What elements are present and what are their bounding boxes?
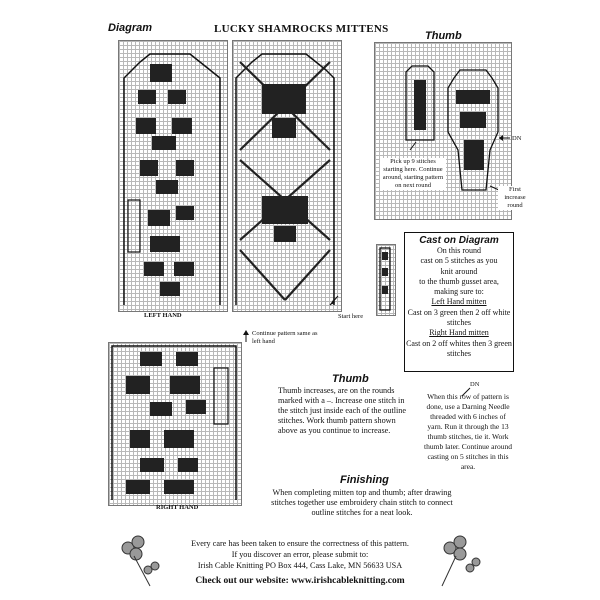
cast-on-line1: On this round <box>437 246 481 255</box>
footer <box>150 538 450 571</box>
diagram-heading: Diagram <box>108 22 153 34</box>
cast-on-heading: Cast on Diagram <box>419 235 499 246</box>
finishing-instructions: When completing mitten top and thumb; after drawing stitches together use embroidery chain stitch to connect outline stitches for a neat look. <box>271 488 453 517</box>
left-hand-label: LEFT HAND <box>144 312 182 319</box>
left-mitten-instructions: Cast on 3 green then 2 off white stitches <box>407 307 511 328</box>
thumb-heading: Thumb <box>425 30 462 42</box>
darning-instructions: When this row of pattern is done, use a Darning Needle threaded with 6 inches of yarn. Run it through the 13 thumb stitches, tie it. Work thumb later. Continue around casting on 5 stitches in this area. <box>424 392 512 471</box>
cast-on-line3: knit around <box>440 266 478 276</box>
start-here-label: Start here <box>338 313 364 320</box>
thumb-instructions: Thumb increases, are on the rounds marked with a –. Increase one stitch in the stitch just inside each of the outline stitches. Work thumb pattern shown above as you continue to increase. <box>278 386 407 435</box>
footer-line1: Every care has been taken to ensure the correctness of this pattern. <box>191 539 409 548</box>
first-increase-label: First increase round <box>498 186 532 210</box>
footer-address: Irish Cable Knitting PO Box 444, Cass Lake, MN 56633 USA <box>197 561 403 570</box>
right-hand-label: RIGHT HAND <box>156 504 199 511</box>
right-mitten-heading: Right Hand mitten <box>429 328 489 338</box>
continue-pattern-note: Continue pattern same as left hand <box>252 330 318 345</box>
right-mitten-instructions: Cast on 2 off whites then 3 green stitches <box>406 338 512 358</box>
cast-on-line5: making sure to: <box>434 287 484 297</box>
website-link[interactable]: Check out our website: www.irishcableknitting.com <box>195 576 405 586</box>
footer-line2: If you discover an error, please submit to: <box>231 550 369 559</box>
cast-on-line4: to the thumb gusset area, <box>419 276 499 286</box>
cast-on-box <box>404 232 514 372</box>
left-mitten-heading: Left Hand mitten <box>431 297 487 307</box>
finishing-heading: Finishing <box>340 474 389 486</box>
dn-label-mid: DN <box>470 381 480 388</box>
page-title: LUCKY SHAMROCKS MITTENS <box>214 23 389 35</box>
thumb-instructions-heading: Thumb <box>332 373 369 385</box>
thumb-dn-label: DN <box>512 135 522 142</box>
cast-on-line2: cast on 5 stitches as you <box>420 256 498 266</box>
pickup-note: Pick up 9 stitches starting here. Continue around, starting pattern on next round <box>380 158 446 190</box>
